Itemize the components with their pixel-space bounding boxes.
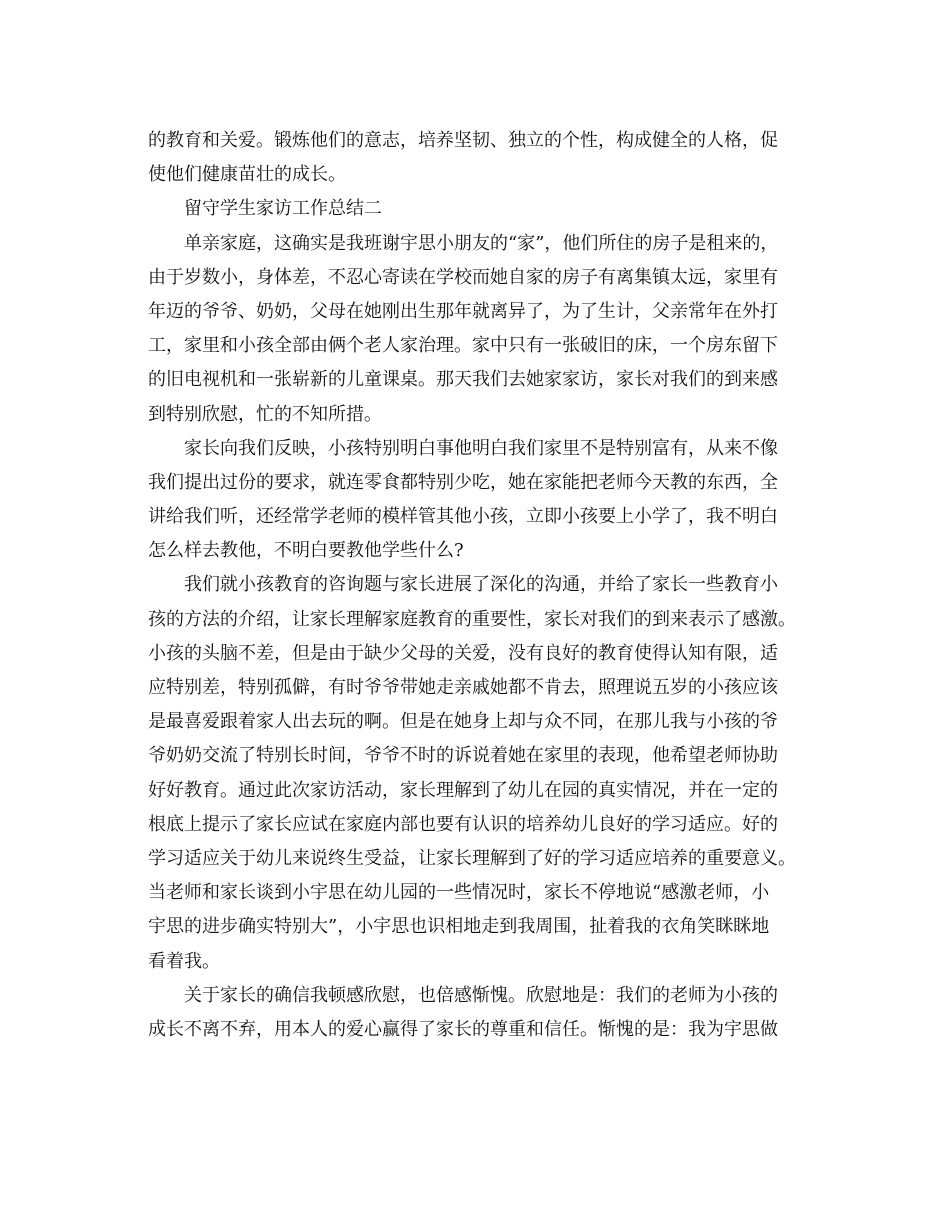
text-line: 的旧电视机和一张崭新的儿童课桌。那天我们去她家家访，家长对我们的到来感 bbox=[148, 369, 778, 391]
text-line: 小孩的头脑不差，但是由于缺少父母的关爱，没有良好的教育使得认知有限，适 bbox=[148, 642, 778, 664]
text-line: 爷奶奶交流了特别长时间，爷爷不时的诉说着她在家里的表现，他希望老师协助 bbox=[148, 745, 778, 767]
text-line: 留守学生家访工作总结二 bbox=[184, 198, 382, 220]
text-line: 工，家里和小孩全部由俩个老人家治理。家中只有一张破旧的床，一个房东留下 bbox=[148, 335, 778, 357]
text-line: 使他们健康苗壮的成长。 bbox=[148, 164, 346, 186]
text-line: 的教育和关爱。锻炼他们的意志，培养坚韧、独立的个性，构成健全的人格，促 bbox=[148, 130, 778, 151]
text-line: 家长向我们反映，小孩特别明白事他明白我们家里不是特别富有，从来不像 bbox=[184, 437, 778, 459]
text-line: 宇思的进步确实特别大”，小宇思也识相地走到我周围，扯着我的衣角笑眯眯地 bbox=[148, 916, 770, 938]
text-line: 根底上提示了家长应试在家庭内部也要有认识的培养幼儿良好的学习适应。好的 bbox=[148, 813, 778, 835]
text-line: 到特别欣慰，忙的不知所措。 bbox=[148, 403, 382, 425]
text-line: 怎么样去教他，不明白要教他学些什么? bbox=[148, 540, 464, 562]
body-text bbox=[148, 124, 808, 1047]
text-line: 我们提出过份的要求，就连零食都特别少吃，她在家能把老师今天教的东西，全 bbox=[148, 471, 778, 493]
text-line: 好好教育。通过此次家访活动，家长理解到了幼儿在园的真实情况，并在一定的 bbox=[148, 779, 778, 801]
text-line: 应特别差，特别孤僻，有时爷爷带她走亲戚她都不肯去，照理说五岁的小孩应该 bbox=[148, 677, 778, 698]
text-line: 成长不离不弃，用本人的爱心赢得了家长的尊重和信任。惭愧的是：我为宇思做 bbox=[148, 1018, 778, 1040]
text-line: 看着我。 bbox=[148, 950, 220, 972]
text-line: 是最喜爱跟着家人出去玩的啊。但是在她身上却与众不同，在那儿我与小孩的爷 bbox=[148, 711, 778, 733]
text-line: 当老师和家长谈到小宇思在幼儿园的一些情况时，家长不停地说“感激老师，小 bbox=[148, 882, 770, 904]
text-line: 由于岁数小，身体差，不忍心寄读在学校而她自家的房子有离集镇太远，家里有 bbox=[148, 266, 778, 288]
text-line: 年迈的爷爷、奶奶，父母在她刚出生那年就离异了，为了生计，父亲常年在外打 bbox=[148, 300, 778, 322]
text-line: 我们就小孩教育的咨询题与家长进展了深化的沟通，并给了家长一些教育小 bbox=[184, 574, 778, 596]
text-line: 孩的方法的介绍，让家长理解家庭教育的重要性，家长对我们的到来表示了感激。 bbox=[148, 608, 796, 630]
text-line: 学习适应关于幼儿来说终生受益，让家长理解到了好的学习适应培养的重要意义。 bbox=[148, 847, 796, 869]
text-line: 讲给我们听，还经常学老师的模样管其他小孩，立即小孩要上小学了，我不明白 bbox=[148, 506, 778, 528]
text-line: 单亲家庭，这确实是我班谢宇思小朋友的“家”，他们所住的房子是租来的， bbox=[184, 232, 779, 254]
text-line: 关于家长的确信我顿感欣慰，也倍感惭愧。欣慰地是：我们的老师为小孩的 bbox=[184, 984, 778, 1006]
